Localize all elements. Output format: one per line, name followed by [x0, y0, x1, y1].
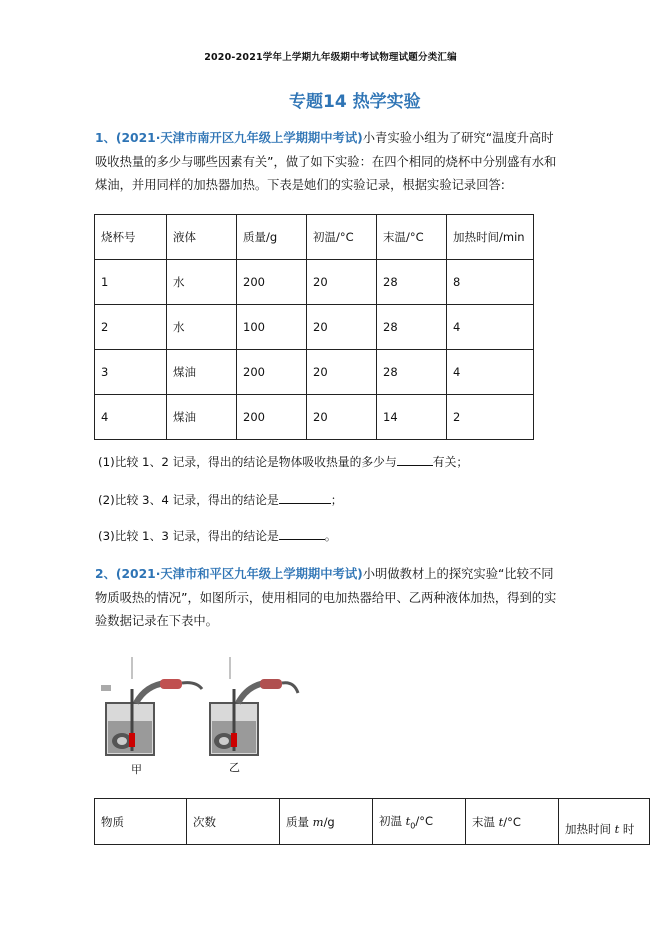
table-header-cell: 烧杯号	[95, 215, 167, 260]
table-header-row	[95, 799, 650, 845]
table-cell: 1	[95, 260, 167, 305]
table-cell: 200	[237, 395, 307, 440]
table-cell: 3	[95, 350, 167, 395]
table-cell: 2	[447, 395, 534, 440]
table-cell: 水	[167, 260, 237, 305]
table-cell: 4	[447, 350, 534, 395]
table-cell: 200	[237, 260, 307, 305]
sub-question-3	[98, 527, 337, 544]
question-2-text	[95, 563, 565, 634]
apparatus-yi	[210, 657, 298, 755]
question-2-body: 小明做教材上的探究实验“比较不同物质吸热的情况”，如图所示，使用相同的电加热器给甲、乙两种液体加热，得到的实验数据记录在下表中。	[95, 567, 557, 628]
answer-blank-1[interactable]	[397, 454, 433, 466]
table-cell: 煤油	[167, 350, 237, 395]
table-header-cell: 初温/°C	[307, 215, 377, 260]
sub-question-3-text: (3)比较 1、3 记录，得出的结论是	[98, 529, 279, 543]
page-header: 2020-2021学年上学期九年级期中考试物理试题分类汇编	[204, 52, 457, 63]
table-cell: 8	[447, 260, 534, 305]
apparatus-jia	[101, 657, 202, 755]
table-cell: 煤油	[167, 395, 237, 440]
header-cell-trial: 次数	[187, 799, 280, 845]
table-header-row	[95, 215, 534, 260]
table-cell: 28	[377, 260, 447, 305]
table-header-cell: 末温/°C	[377, 215, 447, 260]
table-row	[95, 260, 534, 305]
table-cell: 20	[307, 350, 377, 395]
table-row	[95, 395, 534, 440]
table-header-cell: 质量/g	[237, 215, 307, 260]
heating-data-table	[94, 798, 650, 845]
table-cell: 100	[237, 305, 307, 350]
header-cell-substance: 物质	[95, 799, 187, 845]
sub-question-2-tail: ；	[330, 493, 343, 507]
table-row	[95, 305, 534, 350]
question-2-source: 2、(2021·天津市和平区九年级上学期期中考试)	[95, 567, 363, 581]
table-cell: 28	[377, 305, 447, 350]
table-cell: 28	[377, 350, 447, 395]
figure-label-yi: 乙	[229, 761, 240, 774]
heating-apparatus-illustration	[96, 655, 306, 775]
sub-question-1-tail: 有关；	[432, 455, 469, 469]
heating-apparatus-figure	[96, 655, 306, 775]
page-title: 专题14 热学实验	[289, 92, 421, 112]
sub-question-2	[98, 491, 343, 508]
question-1-text	[95, 127, 565, 198]
sub-question-1-text: (1)比较 1、2 记录，得出的结论是物体吸收热量的多少与	[98, 455, 397, 469]
table-cell: 4	[95, 395, 167, 440]
header-cell-final-temp: 末温 t/°C	[466, 799, 559, 845]
question-1-body: 小青实验小组为了研究“温度升高时吸收热量的多少与哪些因素有关”，做了如下实验：在四个相同的烧杯中分别盛有水和煤油，并用同样的加热器加热。下表是她们的实验记录，根据实验记录回答:	[95, 131, 557, 192]
question-1-source: 1、(2021·天津市南开区九年级上学期期中考试)	[95, 131, 363, 145]
table-cell: 14	[377, 395, 447, 440]
header-cell-heating-time: 加热时间 t 时	[559, 799, 650, 845]
table-cell: 20	[307, 260, 377, 305]
table-header-cell: 液体	[167, 215, 237, 260]
table-cell: 4	[447, 305, 534, 350]
answer-blank-2[interactable]	[279, 492, 331, 504]
sub-question-1	[98, 453, 468, 470]
table-cell: 20	[307, 395, 377, 440]
answer-blank-3[interactable]	[279, 528, 325, 540]
sub-question-3-tail: 。	[324, 529, 337, 543]
table-row	[95, 350, 534, 395]
table-cell: 200	[237, 350, 307, 395]
table-header-cell: 加热时间/min	[447, 215, 534, 260]
figure-label-jia: 甲	[131, 763, 142, 776]
experiment-record-table	[94, 214, 534, 440]
table-cell: 水	[167, 305, 237, 350]
sub-question-2-text: (2)比较 3、4 记录，得出的结论是	[98, 493, 279, 507]
header-cell-initial-temp: 初温 $t_0/^\circ C$	[373, 799, 466, 845]
table-cell: 20	[307, 305, 377, 350]
header-cell-mass: 质量 m/g	[280, 799, 373, 845]
table-cell: 2	[95, 305, 167, 350]
